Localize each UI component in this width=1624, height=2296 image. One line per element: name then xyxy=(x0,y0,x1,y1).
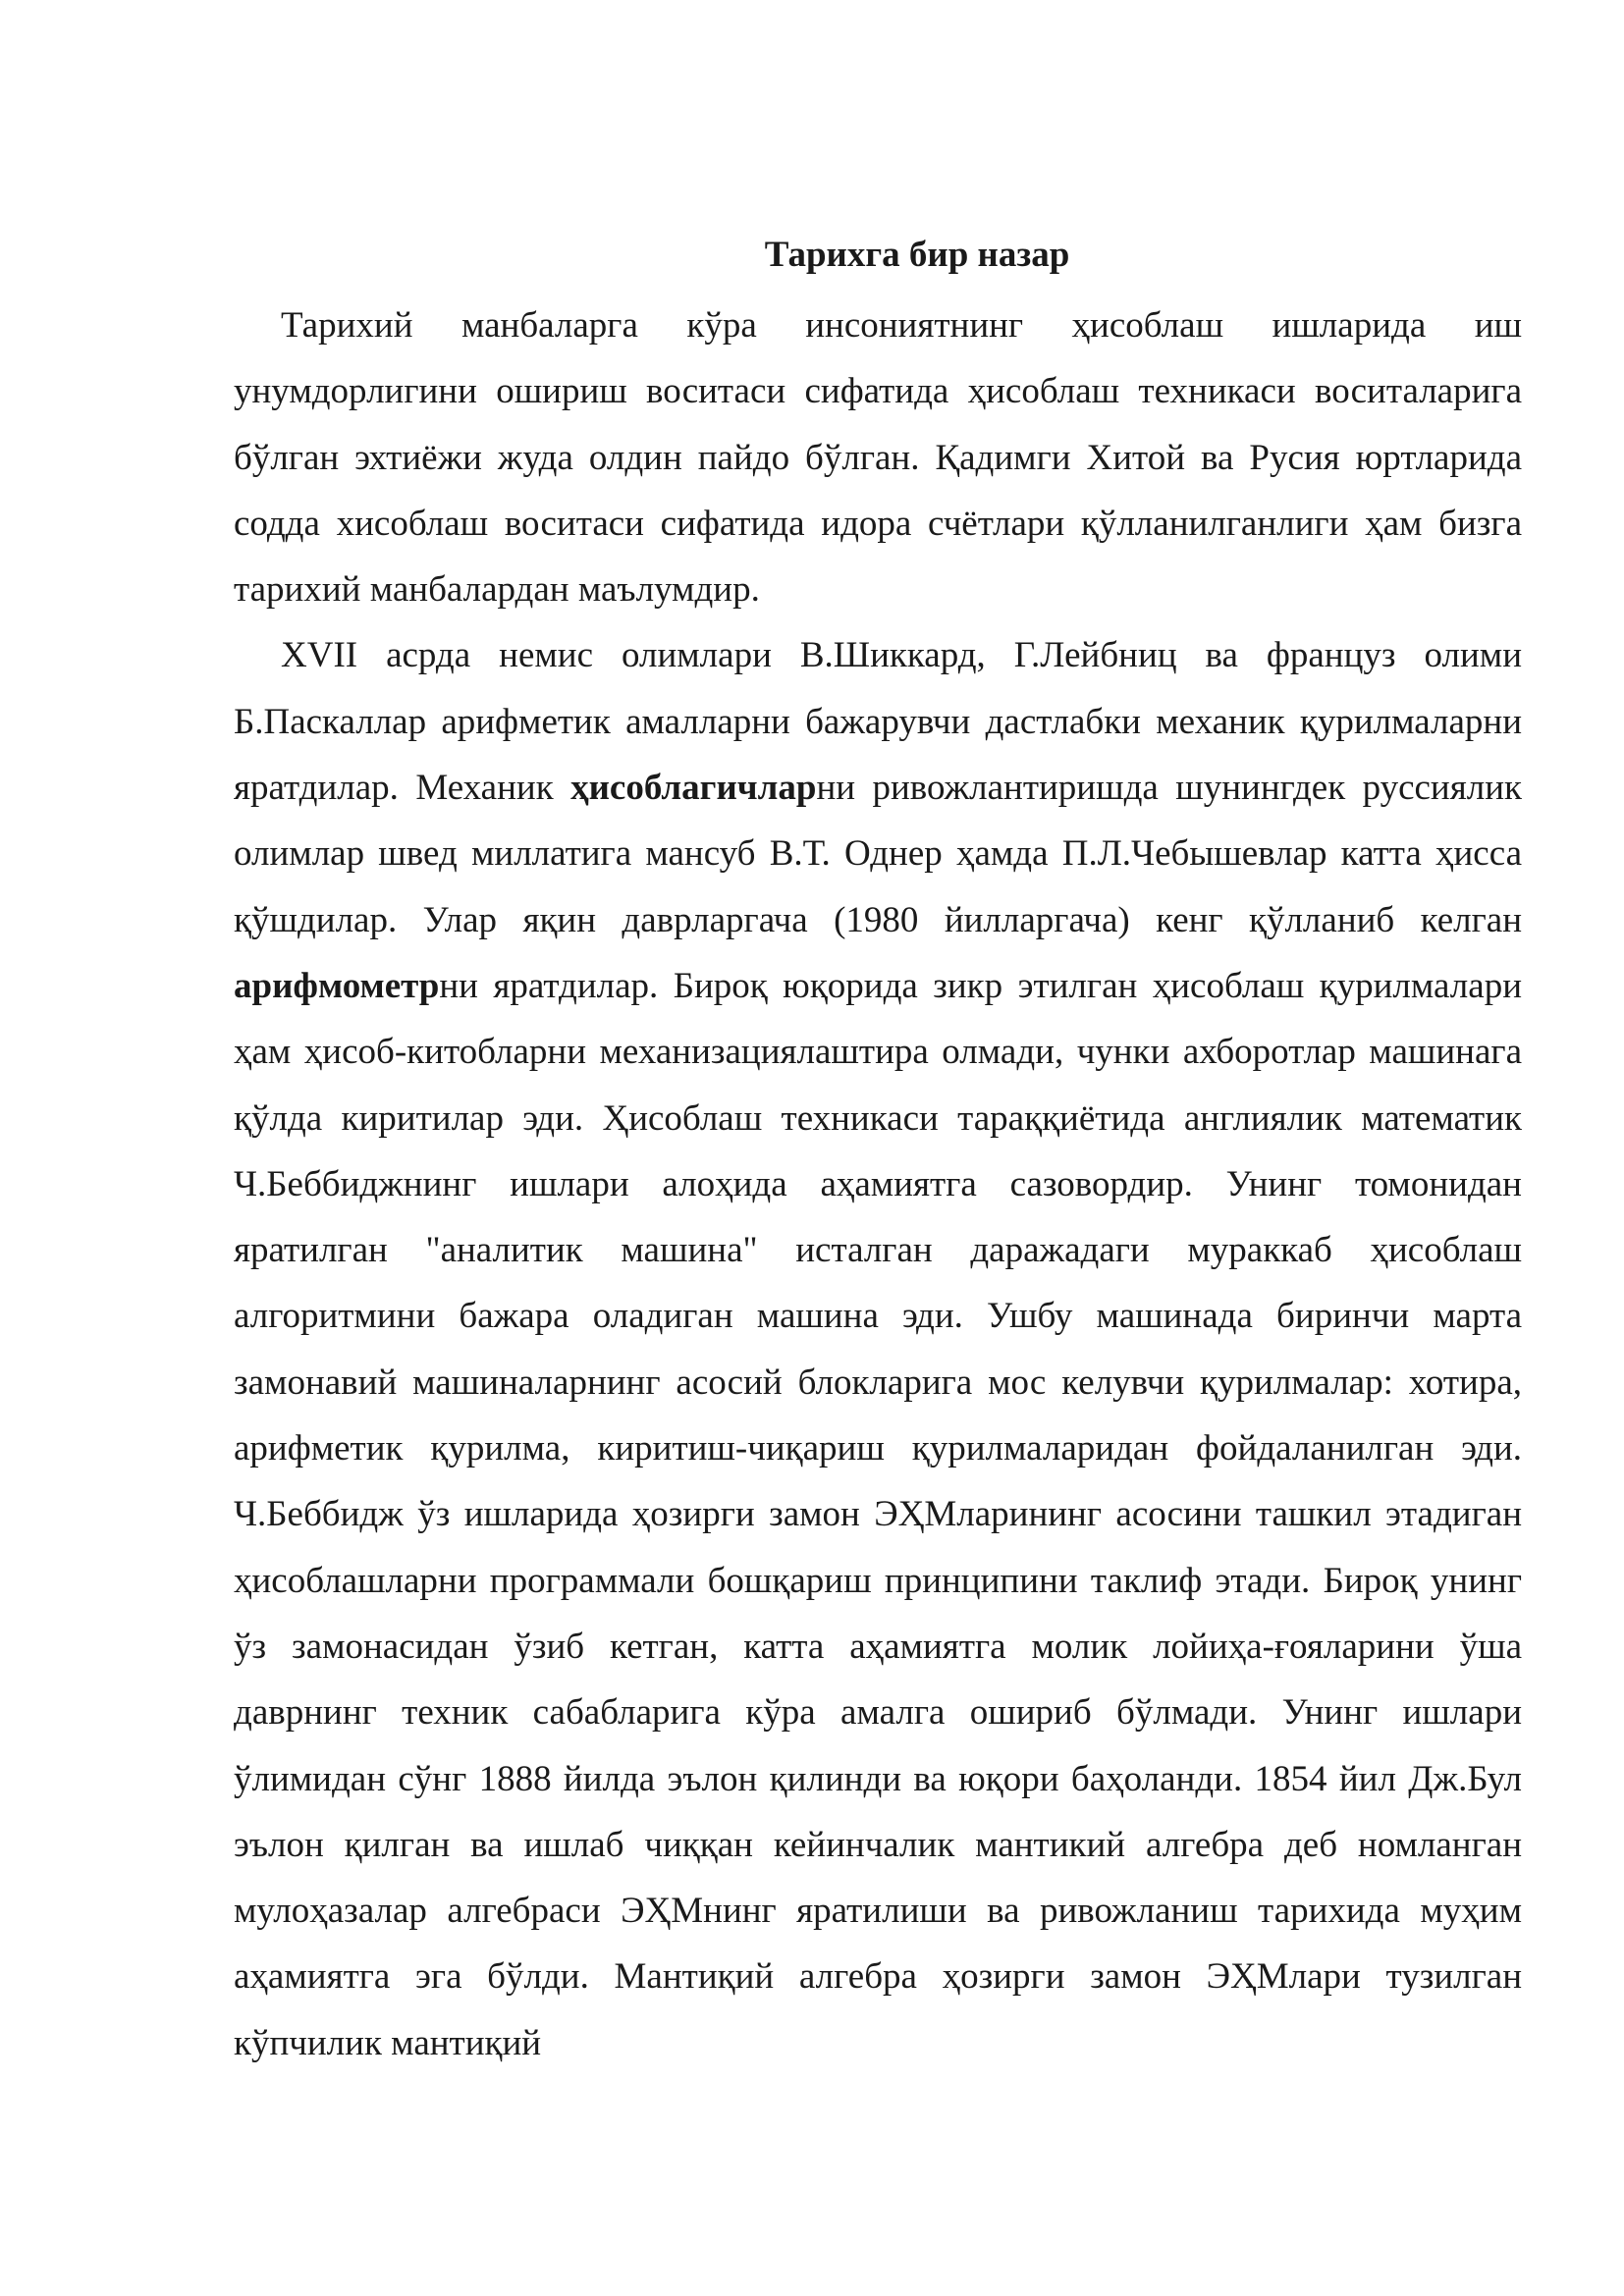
document-title: Тарихга бир назар xyxy=(764,235,1070,275)
paragraph-abacus-history: Тарихий манбаларга кўра инсониятнинг ҳисоблаш ишларида иш унумдорлигини ошириш воситаси сифатида ҳисоблаш техникаси воситаларига бўлган эхтиёжи жуда олдин пайдо бўлган. Қадимги Хитой ва Русия юртларида содда хисоблаш воситаси сифатида идора счётлари қўлланилганлиги ҳам бизга тарихий манбалардан маълумдир. xyxy=(234,305,1522,611)
paragraph-text: ни яратдилар. Бироқ юқорида зикр этилган ҳисоблаш қурилмалари ҳам ҳисоб-китобларни механизациялаштира олмади, чунки ахборотлар машинага қўлда киритилар эди. Ҳисоблаш техникаси тараққиётида англиялик математик Ч.Беббиджнинг ишлари алоҳида аҳамиятга сазовордир. Унинг томонидан яратилган "аналитик машина" исталган даражадаги мураккаб ҳисоблаш алгоритмини бажара оладиган машина эди. Ушбу машинада биринчи марта замонавий машиналарнинг асосий блокларига мос келувчи қурилмалар: хотира, арифметик қурилма, киритиш-чиқариш қурилмаларидан фойдаланилган эди. Ч.Беббидж ўз ишларида ҳозирги замон ЭҲМларининг асосини ташкил этадиган ҳисоблашларни программали бошқариш принципини таклиф этади. Бироқ унинг ўз замонасидан ўзиб кетган, катта аҳамиятга молик лойиҳа-ғояларини ўша даврнинг техник сабабларига кўра амалга ошириб бўлмади. Унинг ишлари ўлимидан сўнг 1888 йилда эълон қилинди ва юқори баҳоланди. 1854 йил Дж.Бул эълон қилган ва ишлаб чиққан кейинчалик мантикий алгебра деб номланган мулоҳазалар алгебраси ЭҲМнинг яратилиши ва ривожланиш тарихида муҳим аҳамиятга эга бўлди. Мантиқий алгебра ҳозирги замон ЭҲМлари тузилган кўпчилик мантиқий xyxy=(234,965,1522,2063)
bold-term-arithmometer: арифмометр xyxy=(234,965,440,1006)
paragraph-mechanical-computing xyxy=(234,622,1522,2076)
document-body xyxy=(234,226,1522,2076)
paragraph-text: ни ривожлантиришда шунингдек руссиялик олимлар швед миллатига мансуб В.Т. Однер ҳамда П.Л.Чебышевлар катта ҳисса қўшдилар. Улар яқин даврларгача (1980 йилларгача) кенг қўлланиб келган xyxy=(234,768,1522,940)
paragraph-text: XVII асрда немис олимлари В.Шиккард, Г.Лейбниц ва француз олими Б.Паскаллар арифметик амалларни бажарувчи дастлабки механик қурилмаларни яратдилар. Механик xyxy=(234,635,1522,809)
bold-term-calculators: ҳисоблагичлар xyxy=(570,768,817,809)
